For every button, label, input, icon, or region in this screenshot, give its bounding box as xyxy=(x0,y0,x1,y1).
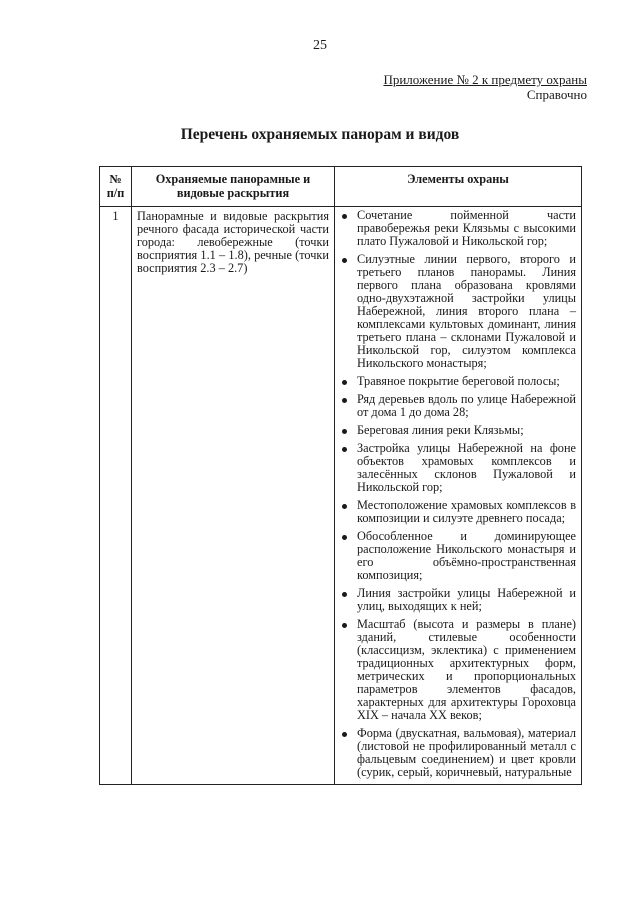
row-elements xyxy=(335,207,582,785)
bullet-icon xyxy=(342,535,347,540)
bullet-icon xyxy=(342,214,347,219)
bullet-icon xyxy=(342,447,347,452)
list-item xyxy=(339,442,576,494)
appendix-title: Приложение № 2 к предмету охраны xyxy=(383,72,587,87)
list-item xyxy=(339,209,576,248)
list-item xyxy=(339,393,576,419)
list-item xyxy=(339,727,576,779)
list-item-text: Застройка улицы Набережной на фоне объектов храмовых комплексов и залесённых склонов Пужаловой и Никольской гор; xyxy=(357,441,576,494)
list-item-text: Обособленное и доминирующее расположение Никольского монастыря и его объёмно-пространственная композиция; xyxy=(357,529,576,582)
list-item-text: Силуэтные линии первого, второго и третьего планов панорамы. Линия первого плана образована кровлями одно-двухэтажной застройки улицы Набережной, линия второго плана – комплексами культовых доминант, линия третьего плана – склонами Пужаловой и Никольской гор, силуэтом комплекса Никольского монастыря; xyxy=(357,252,576,370)
header-elements: Элементы охраны xyxy=(335,167,582,207)
table-body xyxy=(100,207,582,785)
list-item xyxy=(339,587,576,613)
bullet-icon xyxy=(342,398,347,403)
list-item xyxy=(339,530,576,582)
bullet-icon xyxy=(342,258,347,263)
header-num: № п/п xyxy=(100,167,132,207)
list-item-text: Травяное покрытие береговой полосы; xyxy=(357,374,560,388)
list-item-text: Сочетание пойменной части правобережья реки Клязьмы с высокими плато Пужаловой и Никольской гор; xyxy=(357,208,576,248)
list-item-text: Ряд деревьев вдоль по улице Набережной от дома 1 до дома 28; xyxy=(357,392,576,419)
bullet-icon xyxy=(342,429,347,434)
list-item xyxy=(339,618,576,722)
list-item-text: Линия застройки улицы Набережной и улиц, выходящих к ней; xyxy=(357,586,576,613)
list-item-text: Масштаб (высота и размеры в плане) зданий, стилевые особенности (классицизм, эклектика) с применением традиционных архитектурных форм, метрических и пропорциональных параметров элементов фасадов, характерных для архитектуры Гороховца XIX – начала XX веков; xyxy=(357,617,576,722)
header-panoramas: Охраняемые панорамные и видовые раскрытия xyxy=(132,167,335,207)
bullet-icon xyxy=(342,380,347,385)
page-number: 25 xyxy=(313,38,327,53)
row-number: 1 xyxy=(100,207,132,785)
list-item xyxy=(339,375,576,388)
panoramas-table xyxy=(99,166,582,785)
list-item-text: Береговая линия реки Клязьмы; xyxy=(357,423,524,437)
list-item-text: Местоположение храмовых комплексов в композиции и силуэте древнего посада; xyxy=(357,498,576,525)
table-header-row xyxy=(100,167,582,207)
document-title: Перечень охраняемых панорам и видов xyxy=(180,126,460,143)
bullet-icon xyxy=(342,732,347,737)
bullet-icon xyxy=(342,623,347,628)
appendix-header xyxy=(383,72,587,102)
list-item xyxy=(339,424,576,437)
bullet-icon xyxy=(342,592,347,597)
table-row xyxy=(100,207,582,785)
appendix-note: Справочно xyxy=(526,87,587,102)
elements-list xyxy=(339,209,576,779)
list-item xyxy=(339,499,576,525)
bullet-icon xyxy=(342,504,347,509)
row-description: Панорамные и видовые раскрытия речного фасада исторической части города: левобережные (точки восприятия 1.1 – 1.8), речные (точки восприятия 2.3 – 2.7) xyxy=(132,207,335,785)
list-item-text: Форма (двускатная, вальмовая), материал (листовой не профилированный металл с фальцевым соединением) и цвет кровли (сурик, серый, коричневый, натуральные xyxy=(357,726,576,779)
list-item xyxy=(339,253,576,370)
